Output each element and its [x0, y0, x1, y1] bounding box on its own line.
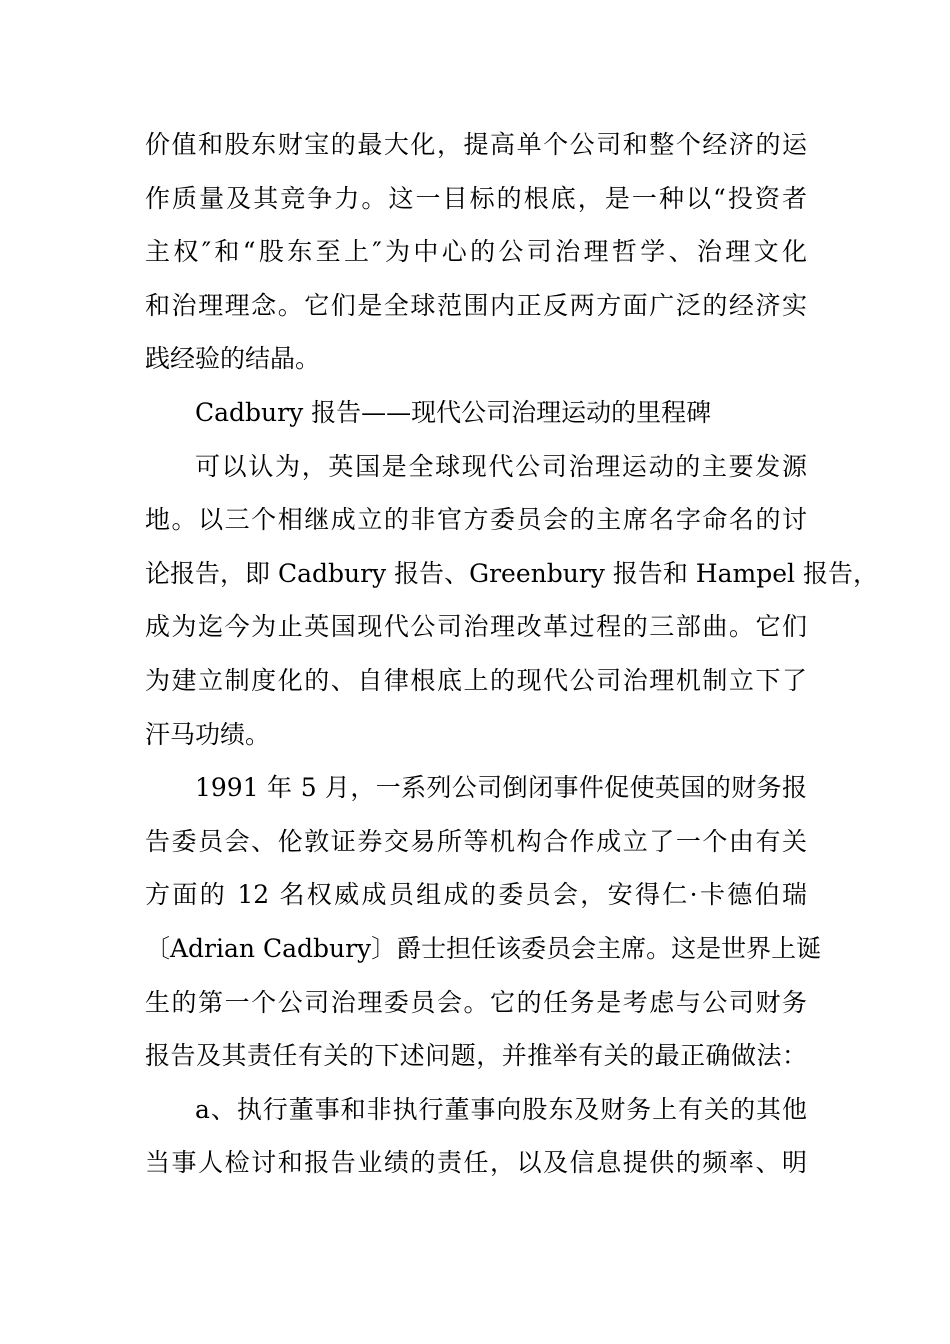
text-line: 作质量及其竞争力。这一目标的根底，是一种以“投资者: [145, 183, 807, 213]
body-text: [145, 118, 878, 1190]
heading-line: Cadbury 报告——现代公司治理运动的里程碑: [195, 397, 712, 427]
text-line: 价值和股东财宝的最大化，提高单个公司和整个经济的运: [145, 130, 807, 159]
text-line: 汗马功绩。: [145, 719, 271, 749]
paragraph-1: [145, 118, 807, 386]
text-line: 为建立制度化的、自律根底上的现代公司治理机制立下了: [145, 665, 807, 695]
text-line: 和治理理念。它们是全球范围内正反两方面广泛的经济实: [145, 290, 807, 320]
text-line: 当事人检讨和报告业绩的责任，以及信息提供的频率、明: [145, 1148, 807, 1178]
text-line: 地。以三个相继成立的非官方委员会的主席名字命名的讨: [145, 505, 807, 535]
text-line: 告委员会、伦敦证券交易所等机构合作成立了一个由有关: [145, 826, 807, 856]
paragraph-3: [145, 761, 822, 1083]
text-line: 报告及其责任有关的下述问题，并推举有关的最正确做法：: [145, 1041, 807, 1071]
text-line: 成为迄今为止英国现代公司治理改革过程的三部曲。它们: [145, 612, 807, 642]
section-heading: [145, 386, 807, 440]
text-line: 践经验的结晶。: [145, 344, 321, 374]
text-line: 1991 年 5 月，一系列公司倒闭事件促使英国的财务报: [195, 773, 807, 803]
text-line: 〔Adrian Cadbury〕爵士担任该委员会主席。这是世界上诞: [145, 933, 822, 963]
text-line: 可以认为，英国是全球现代公司治理运动的主要发源: [195, 451, 807, 481]
text-line: 论报告，即 Cadbury 报告、Greenbury 报告和 Hampel 报告，: [145, 558, 878, 588]
text-line: a、执行董事和非执行董事向股东及财务上有关的其他: [195, 1094, 807, 1124]
paragraph-4: [145, 1083, 807, 1190]
text-line: 方面的 12 名权威成员组成的委员会，安得仁·卡德伯瑞: [145, 880, 807, 910]
text-line: 主权″和“股东至上″为中心的公司治理哲学、治理文化: [145, 237, 807, 267]
paragraph-2: [145, 440, 878, 762]
text-line: 生的第一个公司治理委员会。它的任务是考虑与公司财务: [145, 987, 807, 1017]
